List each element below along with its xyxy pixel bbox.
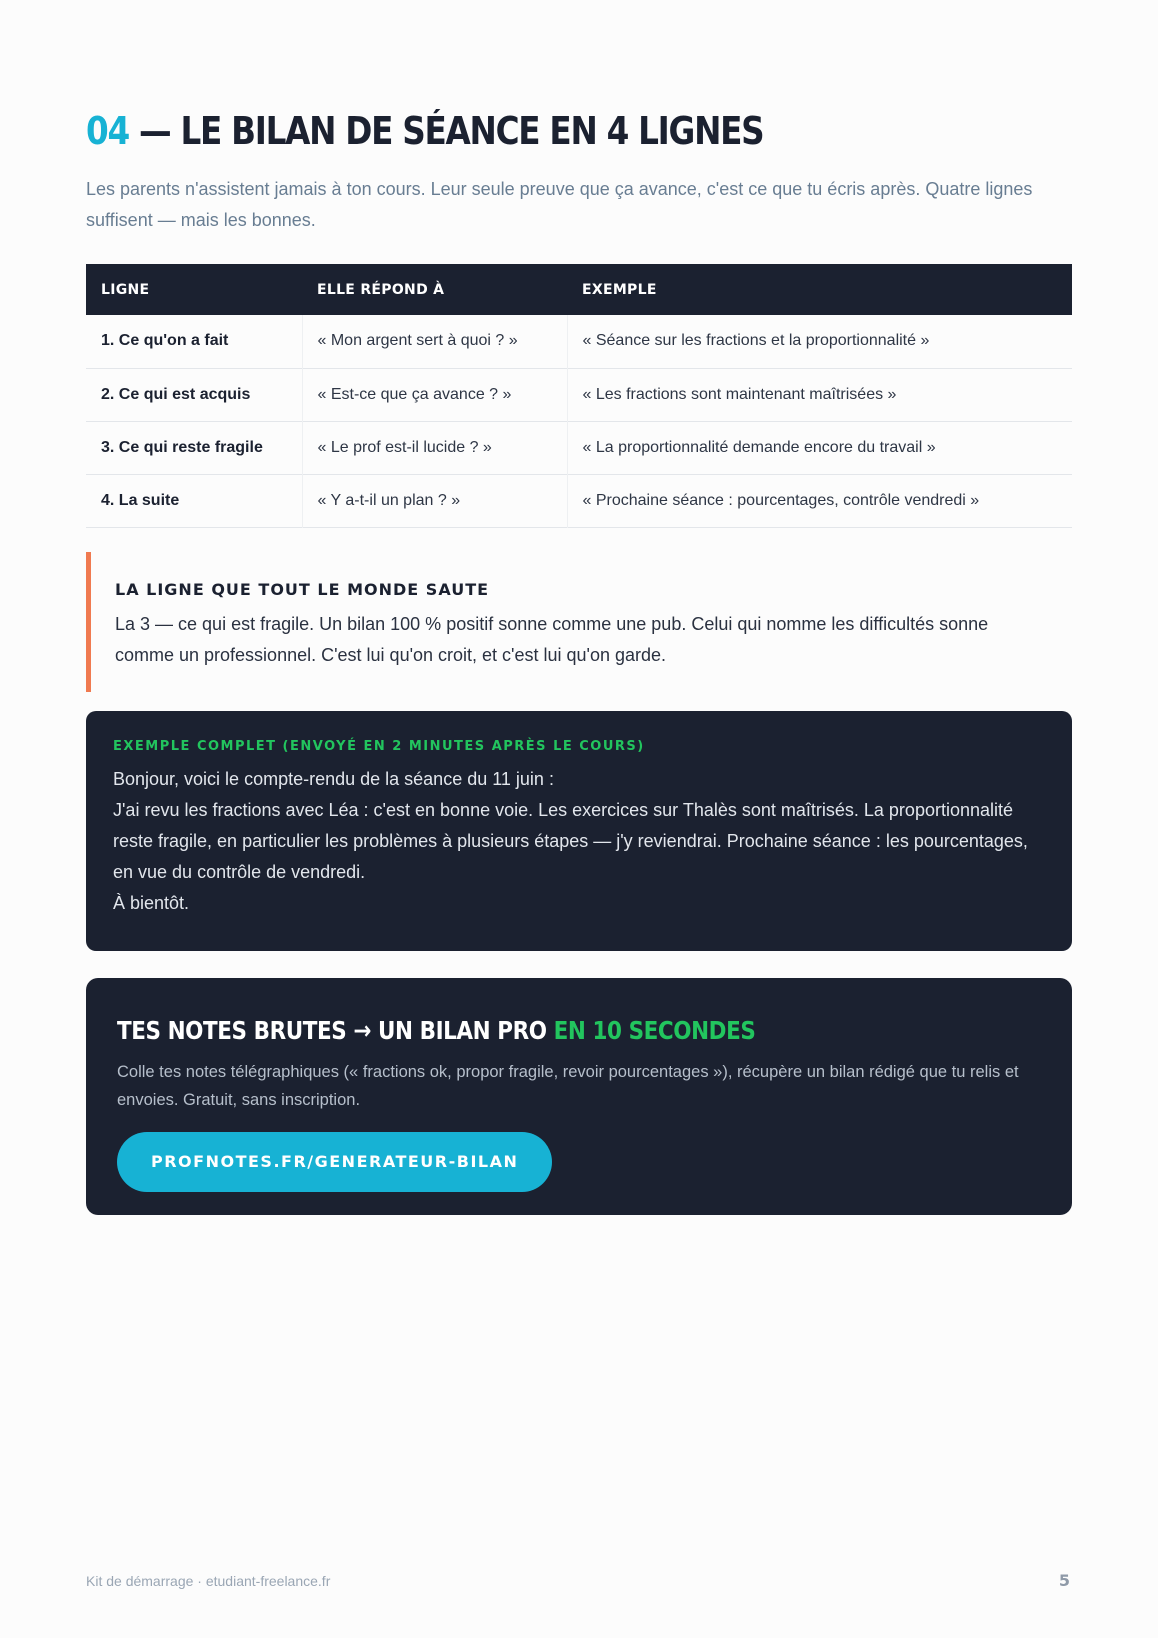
table-row — [86, 368, 1072, 421]
table-cell-repond: « Le prof est-il lucide ? » — [302, 421, 567, 474]
table-header-exemple: EXEMPLE — [582, 281, 657, 298]
bilan-table — [86, 264, 1072, 528]
example-title: EXEMPLE COMPLET (ENVOYÉ EN 2 MINUTES APRÈS LE COURS) — [113, 739, 645, 754]
cta-box — [86, 978, 1072, 1215]
table-cell-ligne: 1. Ce qu'on a fait — [86, 315, 302, 368]
cta-title-main: TES NOTES BRUTES → UN BILAN PRO — [117, 1016, 554, 1045]
table-header-row — [86, 264, 1072, 315]
table-row — [86, 421, 1072, 474]
section-number: 04 — [86, 109, 129, 153]
cta-title-highlight: EN 10 SECONDES — [553, 1016, 756, 1045]
section-title — [86, 106, 763, 156]
table-cell-repond: « Est-ce que ça avance ? » — [302, 368, 567, 421]
table-cell-exemple: « Séance sur les fractions et la proportionnalité » — [582, 332, 930, 350]
table-header-ligne: LIGNE — [101, 281, 150, 298]
table-cell-exemple: « Les fractions sont maintenant maîtrisées » — [582, 385, 897, 403]
footer-text: Kit de démarrage · etudiant-freelance.fr — [86, 1573, 331, 1589]
example-closing: À bientôt. — [113, 893, 190, 913]
generator-link-button[interactable]: PROFNOTES.FR/GENERATEUR-BILAN — [117, 1132, 552, 1192]
callout-body: La 3 — ce qui est fragile. Un bilan 100 % positif sonne comme une pub. Celui qui nomme les difficultés sonne comme un professionnel. C'est lui qu'on croit, et c'est lui qu'on garde. — [115, 614, 989, 665]
callout-box — [86, 552, 1046, 692]
example-greeting: Bonjour, voici le compte-rendu de la séance du 11 juin : — [113, 769, 554, 789]
table-header-repond: ELLE RÉPOND À — [317, 281, 445, 298]
example-body: J'ai revu les fractions avec Léa : c'est en bonne voie. Les exercices sur Thalès sont maîtrisés. La proportionnalité reste fragile, en particulier les problèmes à plusieurs étapes — j'y reviendrai. Prochaine séance : les pourcentages, en vue du contrôle de vendredi. — [113, 800, 1028, 882]
intro-paragraph: Les parents n'assistent jamais à ton cours. Leur seule preuve que ça avance, c'est ce que tu écris après. Quatre lignes suffisent — mais les bonnes. — [86, 179, 1033, 230]
cta-description: Colle tes notes télégraphiques (« fractions ok, propor fragile, revoir pourcentages »), récupère un bilan rédigé que tu relis et envoies. Gratuit, sans inscription. — [117, 1063, 1019, 1109]
table-row — [86, 315, 1072, 368]
cta-title — [117, 1014, 913, 1048]
example-box — [86, 711, 1072, 951]
section-title-text: — LE BILAN DE SÉANCE EN 4 LIGNES — [128, 109, 764, 153]
example-message — [113, 764, 1046, 919]
table-cell-ligne: 2. Ce qui est acquis — [86, 368, 302, 421]
table-cell-ligne: 3. Ce qui reste fragile — [86, 421, 302, 474]
table-cell-exemple: « La proportionnalité demande encore du travail » — [582, 438, 936, 456]
callout-title: LA LIGNE QUE TOUT LE MONDE SAUTE — [115, 580, 490, 599]
table-cell-repond: « Mon argent sert à quoi ? » — [302, 315, 567, 368]
table-cell-repond: « Y a-t-il un plan ? » — [302, 474, 567, 527]
table-cell-exemple: « Prochaine séance : pourcentages, contrôle vendredi » — [582, 491, 980, 509]
table-row — [86, 474, 1072, 527]
page-number: 5 — [1058, 1571, 1070, 1590]
table-cell-ligne: 4. La suite — [86, 474, 302, 527]
